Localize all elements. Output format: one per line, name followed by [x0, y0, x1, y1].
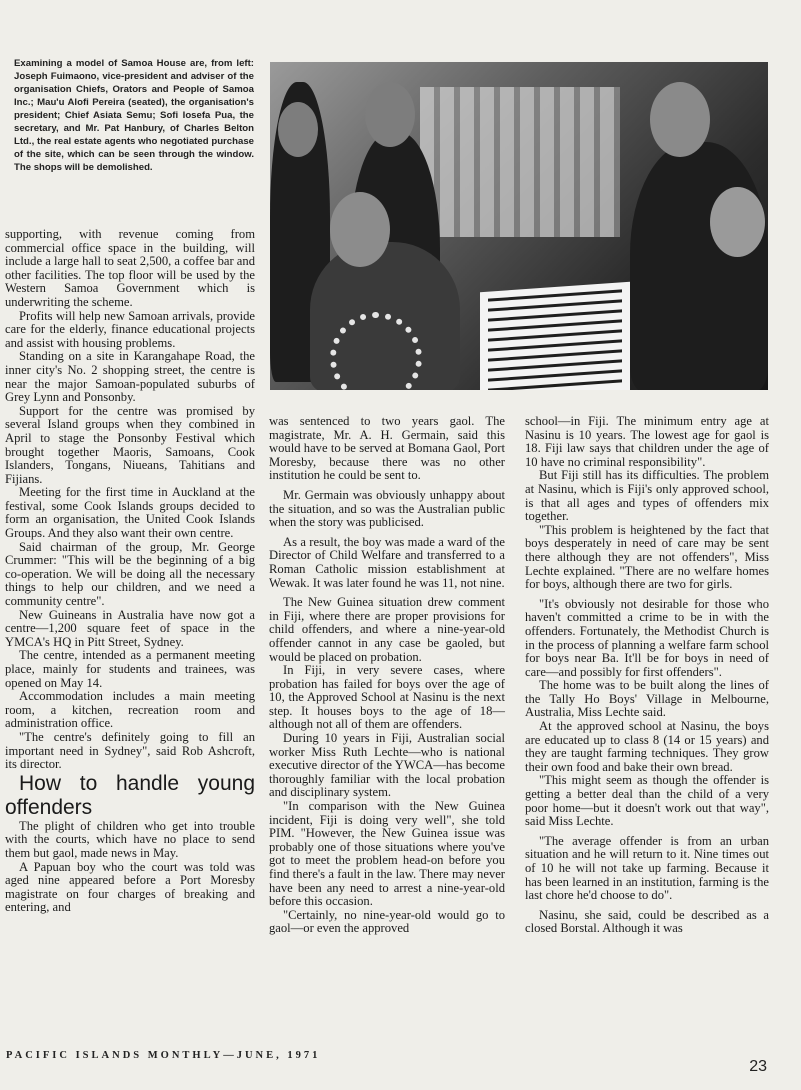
- photo-face: [330, 192, 390, 267]
- paragraph: Nasinu, she said, could be described as a closed Borstal. Although it was: [525, 907, 769, 936]
- page-number: 23: [749, 1058, 767, 1075]
- article-column-3: [525, 415, 769, 936]
- photo-building-model: [480, 282, 630, 390]
- paragraph: Accommodation includes a main meeting room, a kitchen, recreation room and administration office.: [5, 689, 255, 731]
- paragraph: The plight of children who get into trouble with the courts, which have no place to send them but gaol, made news in May.: [5, 818, 255, 860]
- photo-face: [365, 82, 415, 147]
- paragraph: "This might seem as though the offender is getting a better deal than the child of a very poor home—but it doesn't work out that way", said Miss Lechte.: [525, 773, 769, 829]
- paragraph: "The centre's definitely going to fill an important need in Sydney", said Rob Ashcroft, its director.: [5, 729, 255, 772]
- paragraph: was sentenced to two years gaol. The magistrate, Mr. A. H. Germain, said this would have to be served at Bomana Gaol, Port Moresby, because there was no other institution he could be sent to.: [269, 414, 505, 483]
- paragraph: During 10 years in Fiji, Australian social worker Miss Ruth Lechte—who is national executive director of the YWCA—has become thoroughly familiar with the local probation and disciplinary system.: [269, 731, 505, 800]
- paragraph: supporting, with revenue coming from commercial office space in the building, will include a large hall to seat 2,500, a coffee bar and other facilities. The top floor will be used by the Western Samoa Government which is underwriting the scheme.: [5, 227, 255, 309]
- paragraph: "Certainly, no nine-year-old would go to gaol—or even the approved: [269, 907, 505, 936]
- paragraph: Meeting for the first time in Auckland at the festival, some Cook Islands groups decided to form an organisation, the United Cook Islands Groups. And they also want their own centre.: [5, 485, 255, 541]
- paragraph: At the approved school at Nasinu, the boys are educated up to class 8 (14 or 15 years) and they are taught farming techniques. They grow their own food and bake their own bread.: [525, 719, 769, 774]
- photo-samoa-house-model: [270, 62, 768, 390]
- paragraph: "In comparison with the New Guinea incident, Fiji is doing very well", she told PIM. "However, the New Guinea issue was probably one of those situations where you've got to meet the problem head-on before you find there's a fault in the law. There may never have been any need to arrest a nine-year-old before this occasion.: [269, 799, 505, 909]
- paragraph: New Guineans in Australia have now got a centre—1,200 square feet of space in the YMCA's HQ in Pitt Street, Sydney.: [5, 607, 255, 649]
- paragraph: The New Guinea situation drew comment in Fiji, where there are proper provisions for child offenders, and where a nine-year-old offender cannot in any case be gaoled, but would be placed on probation.: [269, 595, 505, 664]
- paragraph: Support for the centre was promised by several Island groups when they combined in April to stage the Ponsonby Festival which brought together Maoris, Samoans, Cook Islanders, Tongans, Niueans, Tahitians and Fijians.: [5, 403, 255, 486]
- article-column-2: [269, 415, 505, 936]
- paragraph: The centre, intended as a permanent meeting place, mainly for students and trainees, was opened on May 14.: [5, 648, 255, 690]
- article-column-1: [5, 228, 255, 915]
- paragraph: Mr. Germain was obviously unhappy about the situation, and so was the Australian public when the story was publicised.: [269, 487, 505, 530]
- paragraph: "It's obviously not desirable for those who haven't committed a crime to be in with the offenders. Fortunately, the Methodist Church is in the process of planning a welfare farm school for boys near Ba. It'll be for boys in need of care—and possibly for first offenders".: [525, 596, 769, 679]
- paragraph: Profits will help new Samoan arrivals, provide care for the elderly, finance educational projects and assist with housing problems.: [5, 308, 255, 350]
- page-footer: PACIFIC ISLANDS MONTHLY—JUNE, 1971: [6, 1050, 321, 1061]
- photo-caption: Examining a model of Samoa House are, from left: Joseph Fuimaono, vice-president and adviser of the organisation Chiefs, Orators and People of Samoa Inc.; Mau'u Alofi Pereira (seated), the organisation's president; Chief Asiata Semu; Sofi Iosefa Pua, the secretary, and Mr. Pat Hanbury, of Charles Belton Ltd., the real estate agents who negotiated purchase of the site, which can be seen through the window. The shops will be demolished.: [14, 58, 254, 173]
- paragraph: "This problem is heightened by the fact that boys desperately in need of care may be sent there although they are not offenders", Miss Lechte explained. "There are no welfare homes for boys, although there are two for girls.: [525, 522, 769, 592]
- paragraph: "The average offender is from an urban situation and he will return to it. Nine times out of 10 he will not take up farming. Because it has been learned in an institution, farming is the last chore he'd choose to do".: [525, 833, 769, 903]
- section-headline: How to handle young offenders: [5, 771, 255, 819]
- photo-face: [278, 102, 318, 157]
- photo-figure: [630, 142, 768, 390]
- photo-face: [650, 82, 710, 157]
- paragraph: But Fiji still has its difficulties. The problem at Nasinu, which is Fiji's only approved school, is that all ages and types of offenders mix together.: [525, 468, 769, 524]
- paragraph: school—in Fiji. The minimum entry age at Nasinu is 10 years. The lowest age for gaol is 18. Fiji law says that children under the age of 10 have no criminal responsibility".: [525, 414, 769, 469]
- paragraph: In Fiji, in very severe cases, where probation has failed for boys over the age of 10, the Approved School at Nasinu is the next step. It houses boys to the age of 18—although not all of them are offenders.: [269, 663, 505, 732]
- paragraph: As a result, the boy was made a ward of the Director of Child Welfare and transferred to a Roman Catholic mission establishment at Wewak. It was later found he was 11, not nine.: [269, 534, 505, 590]
- photo-building-through-window: [420, 87, 620, 237]
- paragraph: A Papuan boy who the court was told was aged nine appeared before a Port Moresby magistrate on four charges of breaking and entering, and: [5, 859, 255, 915]
- paragraph: The home was to be built along the lines of the Tally Ho Boys' Village in Melbourne, Australia, Miss Lechte said.: [525, 678, 769, 720]
- paragraph: Said chairman of the group, Mr. George Crummer: "This will be the beginning of a big co-operation. We will be doing all the necessary things to help our children, and we need a community centre".: [5, 539, 255, 609]
- photo-face: [710, 187, 765, 257]
- paragraph: Standing on a site in Karangahape Road, the inner city's No. 2 shopping street, the centre is near the major Samoan-populated suburbs of Grey Lynn and Ponsonby.: [5, 349, 255, 405]
